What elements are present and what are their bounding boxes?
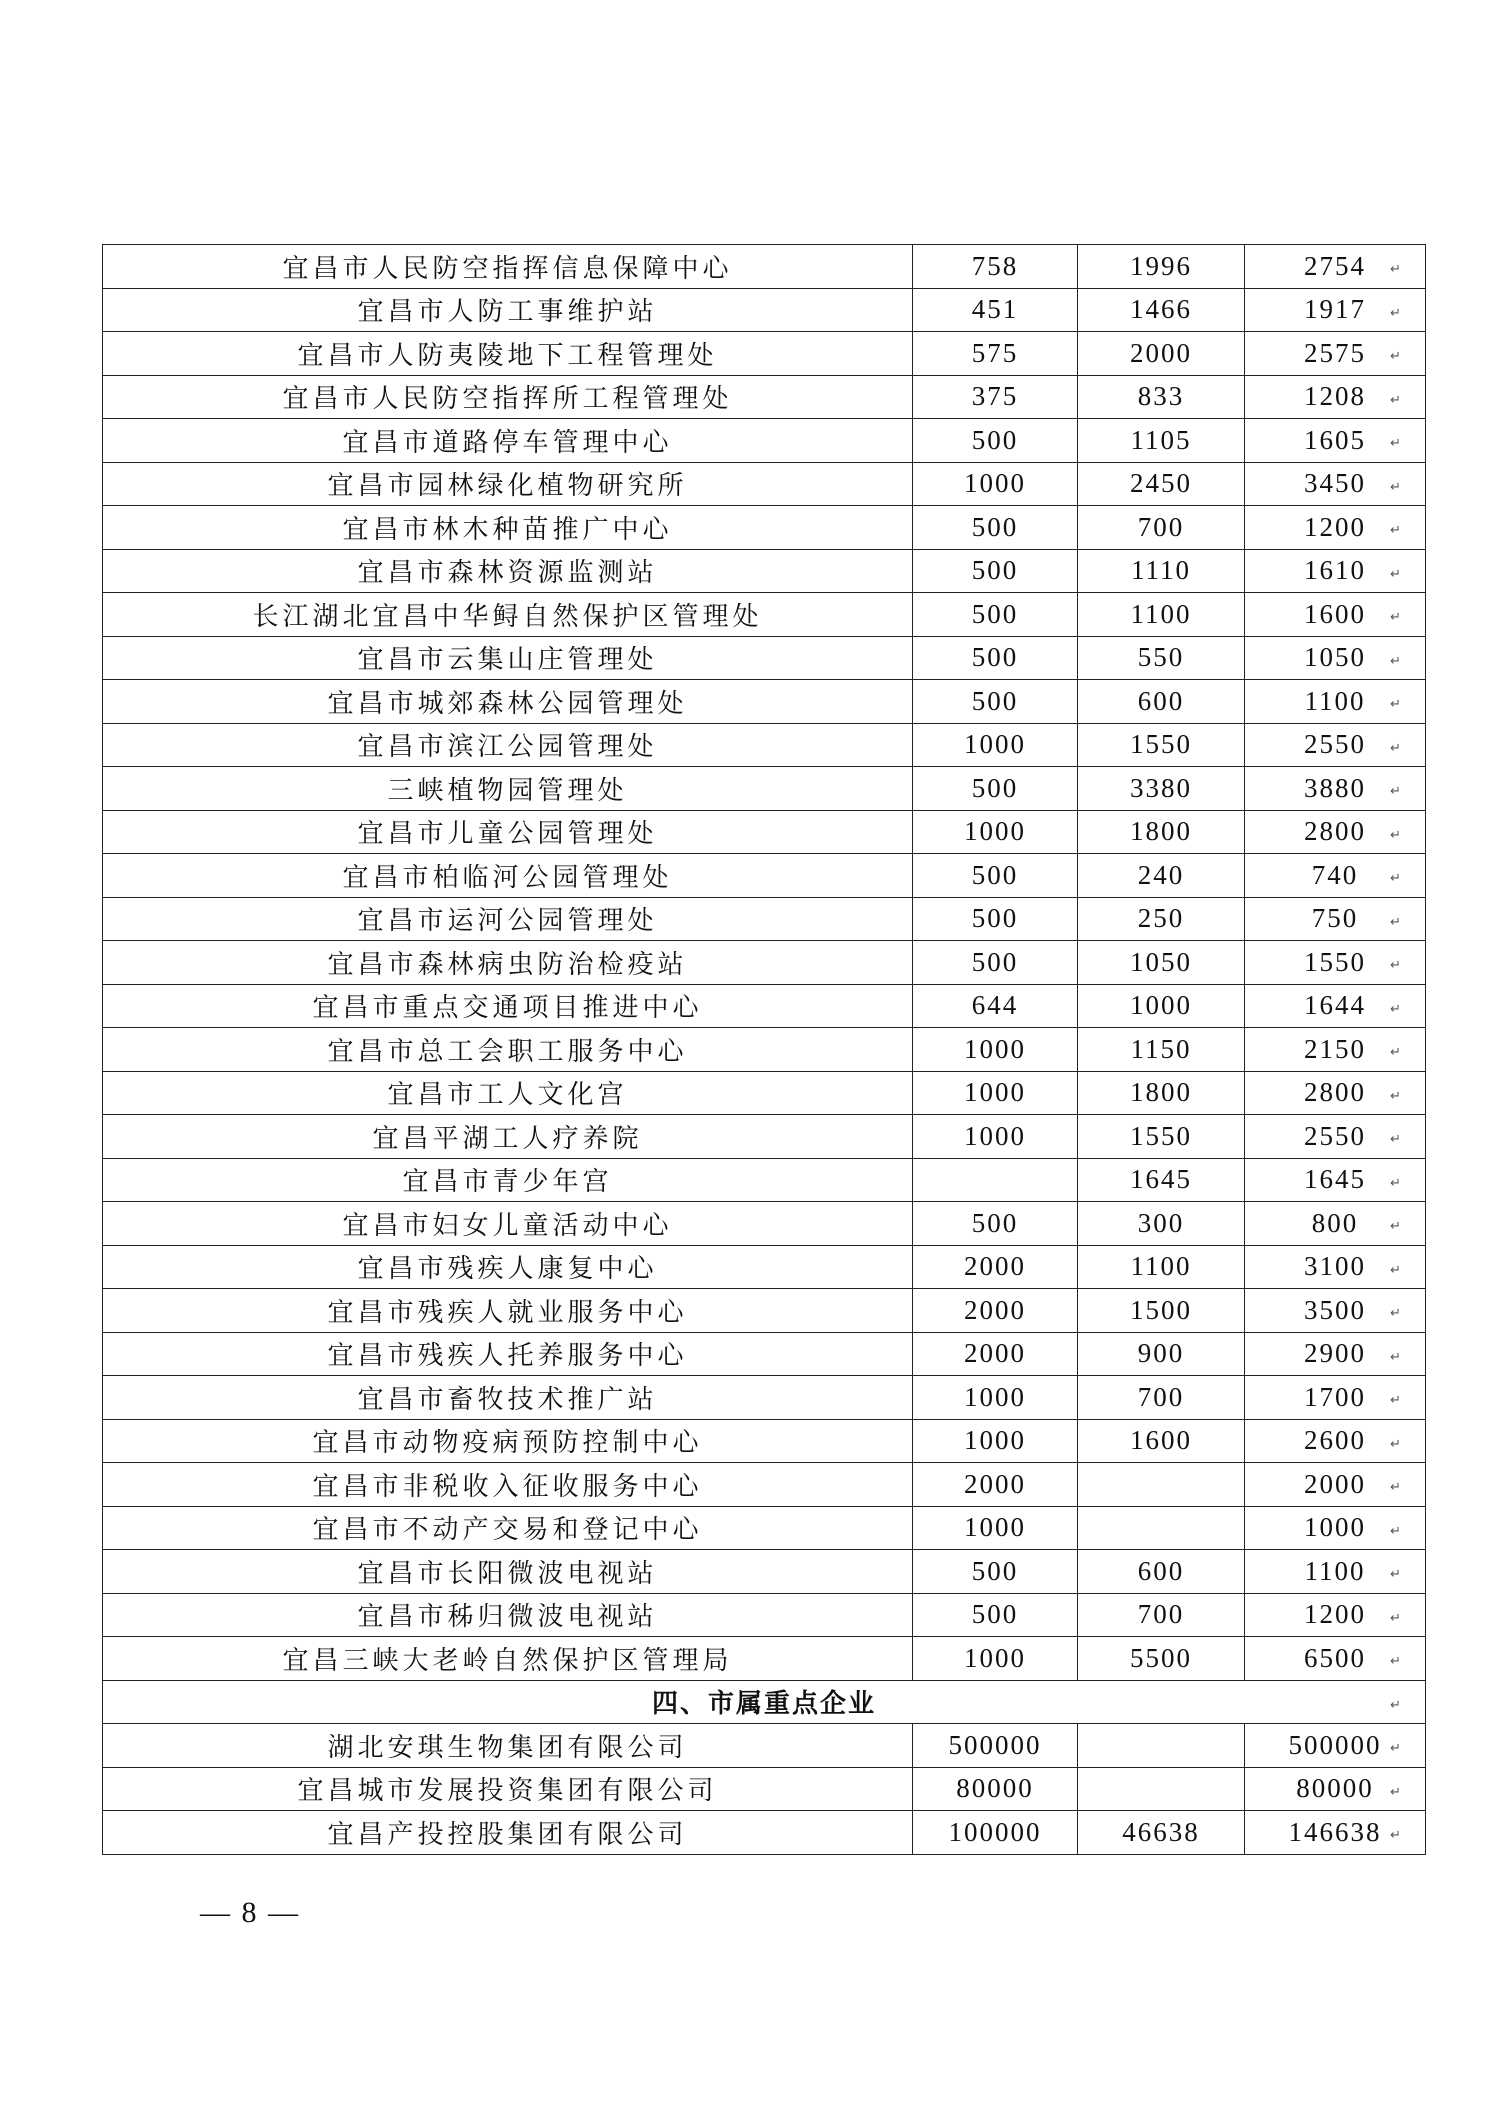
total-cell: 3100	[1245, 1245, 1426, 1289]
paragraph-mark-icon: ↵	[1390, 1262, 1401, 1278]
amount-b-cell: 1550	[1078, 723, 1245, 767]
amount-b-cell	[1078, 1724, 1245, 1768]
unit-name-cell: 宜昌市不动产交易和登记中心	[103, 1506, 913, 1550]
amount-a-cell: 1000	[913, 1637, 1078, 1681]
amount-a-cell	[913, 1158, 1078, 1202]
table-row	[103, 1419, 1426, 1463]
unit-name-cell: 宜昌市残疾人托养服务中心	[103, 1332, 913, 1376]
total-cell: 6500	[1245, 1637, 1426, 1681]
paragraph-mark-icon: ↵	[1390, 1306, 1401, 1322]
unit-name-cell: 宜昌市人防工事维护站	[103, 288, 913, 332]
unit-name-cell: 宜昌市人民防空指挥所工程管理处	[103, 375, 913, 419]
table-row	[103, 1550, 1426, 1594]
paragraph-mark-icon: ↵	[1390, 392, 1401, 408]
table-row	[103, 1245, 1426, 1289]
total-cell: 2800	[1245, 1071, 1426, 1115]
table-row	[103, 810, 1426, 854]
paragraph-mark-icon: ↵	[1390, 740, 1401, 756]
amount-b-cell	[1078, 1506, 1245, 1550]
amount-b-cell: 5500	[1078, 1637, 1245, 1681]
paragraph-mark-icon: ↵	[1390, 1523, 1401, 1539]
unit-name-cell: 长江湖北宜昌中华鲟自然保护区管理处	[103, 593, 913, 637]
amount-b-cell: 1050	[1078, 941, 1245, 985]
section-header-row	[103, 1680, 1426, 1724]
amount-b-cell: 46638	[1078, 1811, 1245, 1855]
unit-name-cell: 宜昌市总工会职工服务中心	[103, 1028, 913, 1072]
paragraph-mark-icon: ↵	[1390, 1045, 1401, 1061]
allocation-table	[102, 244, 1426, 1855]
total-cell: 800	[1245, 1202, 1426, 1246]
table-row	[103, 1724, 1426, 1768]
paragraph-mark-icon: ↵	[1390, 1784, 1401, 1800]
unit-name-cell: 宜昌市园林绿化植物研究所	[103, 462, 913, 506]
amount-a-cell: 758	[913, 245, 1078, 289]
paragraph-mark-icon: ↵	[1390, 1610, 1401, 1626]
unit-name-cell: 宜昌市道路停车管理中心	[103, 419, 913, 463]
amount-a-cell: 2000	[913, 1289, 1078, 1333]
table-row	[103, 1767, 1426, 1811]
table-row	[103, 332, 1426, 376]
unit-name-cell: 宜昌市青少年宫	[103, 1158, 913, 1202]
amount-b-cell: 600	[1078, 1550, 1245, 1594]
paragraph-mark-icon: ↵	[1390, 1654, 1401, 1670]
table-row	[103, 1202, 1426, 1246]
paragraph-mark-icon: ↵	[1390, 653, 1401, 669]
amount-b-cell: 1645	[1078, 1158, 1245, 1202]
amount-b-cell: 1150	[1078, 1028, 1245, 1072]
amount-b-cell: 1100	[1078, 593, 1245, 637]
total-cell: 1700	[1245, 1376, 1426, 1420]
amount-b-cell: 2450	[1078, 462, 1245, 506]
amount-a-cell: 500	[913, 767, 1078, 811]
paragraph-mark-icon: ↵	[1390, 523, 1401, 539]
table-row	[103, 1463, 1426, 1507]
amount-b-cell: 2000	[1078, 332, 1245, 376]
total-cell: 2000	[1245, 1463, 1426, 1507]
total-cell: 80000	[1245, 1767, 1426, 1811]
total-cell: 1200	[1245, 1593, 1426, 1637]
amount-a-cell: 500	[913, 636, 1078, 680]
total-cell: 3450	[1245, 462, 1426, 506]
amount-a-cell: 500	[913, 1593, 1078, 1637]
paragraph-mark-icon: ↵	[1390, 1828, 1401, 1844]
amount-b-cell: 3380	[1078, 767, 1245, 811]
table-row	[103, 506, 1426, 550]
table-row	[103, 1811, 1426, 1855]
total-cell: 1100	[1245, 1550, 1426, 1594]
unit-name-cell: 宜昌市柏临河公园管理处	[103, 854, 913, 898]
unit-name-cell: 宜昌市工人文化宫	[103, 1071, 913, 1115]
table-row	[103, 549, 1426, 593]
unit-name-cell: 宜昌市畜牧技术推广站	[103, 1376, 913, 1420]
unit-name-cell: 宜昌市运河公园管理处	[103, 897, 913, 941]
table-row	[103, 723, 1426, 767]
amount-a-cell: 500	[913, 897, 1078, 941]
amount-a-cell: 500	[913, 1550, 1078, 1594]
amount-b-cell: 1996	[1078, 245, 1245, 289]
amount-a-cell: 1000	[913, 1028, 1078, 1072]
amount-a-cell: 451	[913, 288, 1078, 332]
amount-a-cell: 500	[913, 506, 1078, 550]
amount-b-cell: 1110	[1078, 549, 1245, 593]
total-cell: 146638	[1245, 1811, 1426, 1855]
total-cell: 3880	[1245, 767, 1426, 811]
amount-b-cell: 550	[1078, 636, 1245, 680]
amount-b-cell: 700	[1078, 506, 1245, 550]
table-row	[103, 1071, 1426, 1115]
amount-a-cell: 1000	[913, 462, 1078, 506]
total-cell: 1610	[1245, 549, 1426, 593]
table-row	[103, 593, 1426, 637]
unit-name-cell: 宜昌平湖工人疗养院	[103, 1115, 913, 1159]
paragraph-mark-icon: ↵	[1390, 305, 1401, 321]
amount-b-cell: 240	[1078, 854, 1245, 898]
amount-b-cell: 1466	[1078, 288, 1245, 332]
table-row	[103, 245, 1426, 289]
total-cell: 1208	[1245, 375, 1426, 419]
total-cell: 1605	[1245, 419, 1426, 463]
unit-name-cell: 宜昌市长阳微波电视站	[103, 1550, 913, 1594]
paragraph-mark-icon: ↵	[1390, 784, 1401, 800]
unit-name-cell: 宜昌市妇女儿童活动中心	[103, 1202, 913, 1246]
amount-b-cell: 700	[1078, 1376, 1245, 1420]
total-cell: 1550	[1245, 941, 1426, 985]
amount-b-cell: 1800	[1078, 1071, 1245, 1115]
amount-b-cell	[1078, 1767, 1245, 1811]
table-row	[103, 1376, 1426, 1420]
total-cell: 2575	[1245, 332, 1426, 376]
paragraph-mark-icon: ↵	[1390, 610, 1401, 626]
paragraph-mark-icon: ↵	[1390, 349, 1401, 365]
paragraph-mark-icon: ↵	[1390, 1349, 1401, 1365]
paragraph-mark-icon: ↵	[1390, 1219, 1401, 1235]
table-row	[103, 941, 1426, 985]
total-cell: 1600	[1245, 593, 1426, 637]
unit-name-cell: 宜昌市城郊森林公园管理处	[103, 680, 913, 724]
total-cell: 1644	[1245, 984, 1426, 1028]
unit-name-cell: 宜昌市秭归微波电视站	[103, 1593, 913, 1637]
unit-name-cell: 宜昌市森林资源监测站	[103, 549, 913, 593]
amount-b-cell: 1100	[1078, 1245, 1245, 1289]
total-cell: 1050	[1245, 636, 1426, 680]
table-row	[103, 1506, 1426, 1550]
total-cell: 2550	[1245, 723, 1426, 767]
amount-b-cell: 1550	[1078, 1115, 1245, 1159]
paragraph-mark-icon: ↵	[1390, 1175, 1401, 1191]
paragraph-mark-icon: ↵	[1390, 1697, 1401, 1713]
amount-a-cell: 2000	[913, 1245, 1078, 1289]
amount-a-cell: 1000	[913, 1071, 1078, 1115]
table-row	[103, 767, 1426, 811]
unit-name-cell: 宜昌市动物疫病预防控制中心	[103, 1419, 913, 1463]
amount-a-cell: 500000	[913, 1724, 1078, 1768]
unit-name-cell: 宜昌市云集山庄管理处	[103, 636, 913, 680]
amount-a-cell: 1000	[913, 1506, 1078, 1550]
table-row	[103, 636, 1426, 680]
paragraph-mark-icon: ↵	[1390, 1132, 1401, 1148]
total-cell: 2550	[1245, 1115, 1426, 1159]
total-cell: 3500	[1245, 1289, 1426, 1333]
amount-a-cell: 1000	[913, 1376, 1078, 1420]
paragraph-mark-icon: ↵	[1390, 1393, 1401, 1409]
amount-a-cell: 500	[913, 593, 1078, 637]
section-title: 四、市属重点企业	[103, 1680, 1426, 1724]
total-cell: 2600	[1245, 1419, 1426, 1463]
amount-a-cell: 2000	[913, 1332, 1078, 1376]
unit-name-cell: 宜昌市残疾人康复中心	[103, 1245, 913, 1289]
total-cell: 740	[1245, 854, 1426, 898]
unit-name-cell: 宜昌三峡大老岭自然保护区管理局	[103, 1637, 913, 1681]
amount-a-cell: 1000	[913, 810, 1078, 854]
amount-b-cell: 1000	[1078, 984, 1245, 1028]
paragraph-mark-icon: ↵	[1390, 1001, 1401, 1017]
unit-name-cell: 宜昌城市发展投资集团有限公司	[103, 1767, 913, 1811]
total-cell: 2900	[1245, 1332, 1426, 1376]
total-cell: 2150	[1245, 1028, 1426, 1072]
total-cell: 1200	[1245, 506, 1426, 550]
amount-b-cell: 300	[1078, 1202, 1245, 1246]
total-cell: 2754	[1245, 245, 1426, 289]
table-row	[103, 1332, 1426, 1376]
amount-a-cell: 575	[913, 332, 1078, 376]
unit-name-cell: 宜昌市滨江公园管理处	[103, 723, 913, 767]
amount-a-cell: 500	[913, 941, 1078, 985]
unit-name-cell: 宜昌产投控股集团有限公司	[103, 1811, 913, 1855]
paragraph-mark-icon: ↵	[1390, 1436, 1401, 1452]
amount-a-cell: 644	[913, 984, 1078, 1028]
paragraph-mark-icon: ↵	[1390, 958, 1401, 974]
paragraph-mark-icon: ↵	[1390, 914, 1401, 930]
amount-a-cell: 500	[913, 680, 1078, 724]
unit-name-cell: 宜昌市人防夷陵地下工程管理处	[103, 332, 913, 376]
unit-name-cell: 宜昌市儿童公园管理处	[103, 810, 913, 854]
amount-a-cell: 500	[913, 1202, 1078, 1246]
amount-a-cell: 1000	[913, 1419, 1078, 1463]
amount-a-cell: 2000	[913, 1463, 1078, 1507]
paragraph-mark-icon: ↵	[1390, 436, 1401, 452]
table-row	[103, 1115, 1426, 1159]
table-row	[103, 1593, 1426, 1637]
total-cell: 750	[1245, 897, 1426, 941]
page-number: — 8 —	[200, 1896, 300, 1929]
unit-name-cell: 宜昌市非税收入征收服务中心	[103, 1463, 913, 1507]
table-row	[103, 854, 1426, 898]
table-row	[103, 897, 1426, 941]
amount-b-cell: 1500	[1078, 1289, 1245, 1333]
amount-b-cell: 700	[1078, 1593, 1245, 1637]
paragraph-mark-icon: ↵	[1390, 1480, 1401, 1496]
unit-name-cell: 宜昌市人民防空指挥信息保障中心	[103, 245, 913, 289]
table-row	[103, 1158, 1426, 1202]
unit-name-cell: 湖北安琪生物集团有限公司	[103, 1724, 913, 1768]
table-row	[103, 1637, 1426, 1681]
paragraph-mark-icon: ↵	[1390, 1567, 1401, 1583]
paragraph-mark-icon: ↵	[1390, 697, 1401, 713]
paragraph-mark-icon: ↵	[1390, 1088, 1401, 1104]
table-row	[103, 288, 1426, 332]
amount-a-cell: 500	[913, 419, 1078, 463]
table-row	[103, 1028, 1426, 1072]
unit-name-cell: 宜昌市森林病虫防治检疫站	[103, 941, 913, 985]
table-row	[103, 462, 1426, 506]
paragraph-mark-icon: ↵	[1390, 479, 1401, 495]
amount-a-cell: 80000	[913, 1767, 1078, 1811]
amount-a-cell: 1000	[913, 1115, 1078, 1159]
table-row	[103, 419, 1426, 463]
paragraph-mark-icon: ↵	[1390, 827, 1401, 843]
amount-a-cell: 100000	[913, 1811, 1078, 1855]
total-cell: 1000	[1245, 1506, 1426, 1550]
amount-a-cell: 375	[913, 375, 1078, 419]
total-cell: 1645	[1245, 1158, 1426, 1202]
amount-a-cell: 1000	[913, 723, 1078, 767]
paragraph-mark-icon: ↵	[1390, 566, 1401, 582]
total-cell: 500000	[1245, 1724, 1426, 1768]
paragraph-mark-icon: ↵	[1390, 1741, 1401, 1757]
paragraph-mark-icon: ↵	[1390, 262, 1401, 278]
amount-b-cell: 1800	[1078, 810, 1245, 854]
amount-b-cell: 1600	[1078, 1419, 1245, 1463]
amount-b-cell	[1078, 1463, 1245, 1507]
unit-name-cell: 宜昌市林木种苗推广中心	[103, 506, 913, 550]
table-row	[103, 375, 1426, 419]
paragraph-mark-icon: ↵	[1390, 871, 1401, 887]
table-row	[103, 1289, 1426, 1333]
unit-name-cell: 宜昌市残疾人就业服务中心	[103, 1289, 913, 1333]
unit-name-cell: 三峡植物园管理处	[103, 767, 913, 811]
amount-b-cell: 250	[1078, 897, 1245, 941]
amount-b-cell: 1105	[1078, 419, 1245, 463]
amount-b-cell: 600	[1078, 680, 1245, 724]
total-cell: 2800	[1245, 810, 1426, 854]
total-cell: 1917	[1245, 288, 1426, 332]
table-row	[103, 680, 1426, 724]
amount-a-cell: 500	[913, 854, 1078, 898]
amount-b-cell: 833	[1078, 375, 1245, 419]
unit-name-cell: 宜昌市重点交通项目推进中心	[103, 984, 913, 1028]
amount-a-cell: 500	[913, 549, 1078, 593]
table-row	[103, 984, 1426, 1028]
amount-b-cell: 900	[1078, 1332, 1245, 1376]
total-cell: 1100	[1245, 680, 1426, 724]
